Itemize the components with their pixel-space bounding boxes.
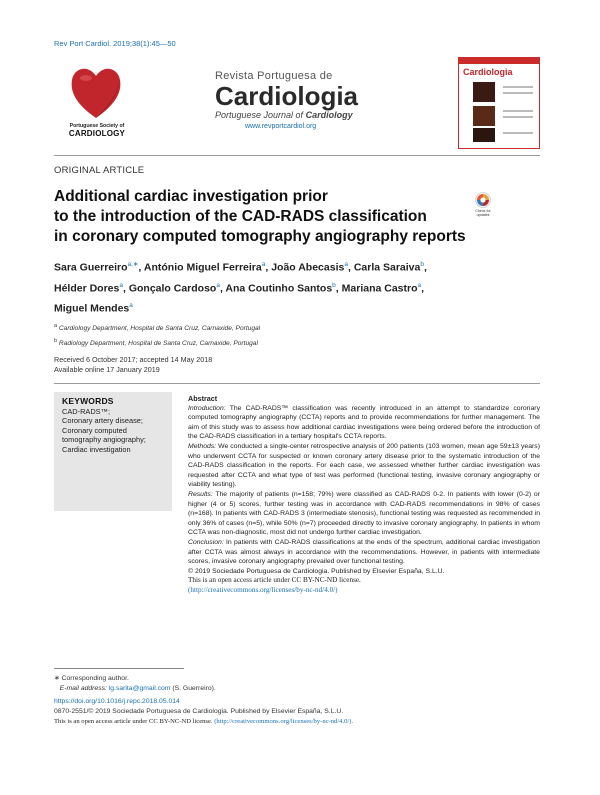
- online-date: Available online 17 January 2019: [54, 365, 160, 374]
- corresponding-label: ∗ Corresponding author.: [54, 675, 129, 682]
- affiliation: $^a$ Cardiology Department, Hospital de Santa Cruz, Carnaxide, Portugal: [54, 323, 261, 333]
- email-line: E-mail address: lg.sarita@gmail.com (S. Guerreiro).: [59, 684, 216, 692]
- received-date: Received 6 October 2017; accepted 14 May 2018: [54, 355, 213, 364]
- license-line: This is an open access article under CC BY-NC-ND license.: [188, 576, 361, 585]
- author-name: Ana Coutinho Santos: [225, 282, 333, 294]
- journal-citation[interactable]: Rev Port Cardiol. 2019;38(1):45—50: [54, 39, 176, 48]
- bottom-license: [54, 718, 353, 725]
- title-line: to the introduction of the CAD-RADS classification: [54, 208, 427, 225]
- keyword: Cardiac investigation: [62, 444, 131, 454]
- author-affiliation-mark[interactable]: b: [420, 261, 424, 268]
- cover-text-line: [503, 116, 533, 118]
- author-name: Miguel Mendes: [54, 302, 130, 315]
- dates-divider: [54, 383, 540, 384]
- abstract-section: Results: The majority of patients (n=158; 79%) were classified as CAD-RADS 0-2. In patients with lower (0-2) or higher (4 or 5) scores, further testing was in accordance with CAD-RADS recommendations in 98% of cases (n=168). In patients with CAD-RADS 3 (intermediate stenosis), functional testing was requested as recommended in only 36% of cases (n=5), while 50% (n=7) proceeded directly to invasive coronary angiography. In patients in whom CCTA was non-diagnostic, most did not undergo further cardiac investigation.: [188, 490, 540, 537]
- cover-top-band: [459, 58, 539, 64]
- check-for-updates-label: Check for updates: [475, 209, 491, 217]
- author-name: Hélder Dores: [54, 282, 120, 294]
- cover-image: [473, 128, 495, 142]
- author-name: Mariana Castro: [341, 282, 418, 294]
- cover-title: Cardiologia: [463, 67, 513, 77]
- author-affiliation-mark[interactable]: a: [129, 302, 133, 309]
- doi-link[interactable]: https://doi.org/10.1016/j.repc.2018.05.014: [54, 698, 180, 705]
- abstract-heading: Abstract: [188, 394, 218, 403]
- cover-text-line: [503, 110, 533, 112]
- masthead-title: Cardiologia: [215, 81, 359, 111]
- author-name: Carla Saraiva: [353, 261, 421, 274]
- cover-image: [473, 82, 495, 102]
- check-for-updates-icon: [470, 192, 496, 209]
- cover-text-line: [503, 92, 533, 94]
- copyright-line: © 2019 Sociedade Portuguesa de Cardiologia. Published by Elsevier España, S.L.U.: [188, 567, 445, 575]
- logo-caption: Portuguese Society of: [69, 123, 125, 129]
- bottom-license-text: This is an open access article under CC BY-NC-ND license.: [54, 718, 213, 725]
- article-type: ORIGINAL ARTICLE: [54, 165, 145, 176]
- author-affiliation-mark[interactable]: a: [261, 261, 266, 268]
- title-line: Additional cardiac investigation prior: [54, 188, 328, 205]
- author-affiliation-mark[interactable]: a,∗: [127, 261, 139, 268]
- author-affiliation-mark[interactable]: a: [417, 281, 422, 289]
- issn-line: 0870-2551/© 2019 Sociedade Portuguesa de Cardiologia. Published by Elsevier España, S.L.U.: [54, 708, 344, 715]
- abstract: [188, 394, 540, 595]
- author-affiliation-mark[interactable]: a: [344, 261, 348, 268]
- affiliations: [54, 320, 524, 350]
- header-divider: [54, 155, 540, 156]
- corresponding-author-footnote: [54, 674, 216, 693]
- email-link[interactable]: lg.sarita@gmail.com: [108, 684, 171, 692]
- logo-wordmark: CARDIOLOGY: [68, 129, 126, 138]
- cover-text-line: [503, 86, 533, 88]
- author-name: João Abecasis: [271, 261, 345, 274]
- author-affiliation-mark[interactable]: a: [119, 281, 123, 289]
- keyword: Coronary artery disease;: [62, 416, 143, 426]
- author-list: Sara Guerreiro$^{a,∗}$, António Miguel Ferreira$^a$, João Abecasis$^a$, Carla Saraiva$^b$, Hélder Dores$^a$, Gonçalo Cardoso$^a$, Ana Coutinho Santos$^b$, Mariana Castro$^a$, Miguel Mendes$^a$: [54, 261, 427, 315]
- keywords-box: [54, 392, 172, 511]
- heart-logo-icon: [66, 60, 126, 122]
- license-url-link[interactable]: (http://creativecommons.org/licenses/by-nc-nd/4.0/): [188, 585, 338, 594]
- author-affiliation-mark[interactable]: b: [332, 281, 336, 289]
- bottom-license-link[interactable]: (http://creativecommons.org/licenses/by-nc-nd/4.0/).: [214, 718, 354, 725]
- affiliation: $^b$ Radiology Department, Hospital de Santa Cruz, Carnaxide, Portugal: [54, 338, 258, 348]
- author-name: Sara Guerreiro: [54, 261, 128, 274]
- article-title: [54, 187, 464, 247]
- article-dates: [54, 355, 212, 375]
- title-line: in coronary computed tomography angiography reports: [54, 228, 466, 245]
- masthead-subtitle: Portuguese Journal of Cardiology: [215, 110, 353, 120]
- abstract-section: Conclusion: In patients with CAD-RADS classifications at the ends of the spectrum, additional cardiac investigation after CCTA was almost always in accordance with the recommendations. However, in patients with intermediate scores, invasive coronary angiography prevailed over functional testing.: [188, 538, 540, 566]
- author-affiliation-mark[interactable]: a: [216, 281, 220, 289]
- journal-cover-thumbnail[interactable]: [458, 57, 540, 149]
- abstract-section: Methods: We conducted a single-center retrospective analysis of 200 patients (103 women, mean age 59±13 years) who underwent CCTA for suspected or known coronary artery disease prior to the systematic introduction of the CAD-RADS classification in the reports. For each case, we assessed whether further cardiac investigation was requested after CCTA and what type of test was performed (functional testing, invasive coronary angiography or viability testing).: [188, 442, 540, 489]
- journal-masthead: [215, 70, 455, 130]
- keywords-heading: KEYWORDS: [62, 396, 114, 406]
- abstract-section: Introduction: The CAD-RADS™ classification was recently introduced in an attempt to standardize coronary computed tomography angiography (CCTA) reports and to provide recommendations for further management. The aim of this study was to assess how additional cardiac investigations were being ordered before the introduction of the CAD-RADS classification in a tertiary hospital's CCTA reports.: [188, 404, 540, 441]
- cover-image: [473, 106, 495, 126]
- author-name: António Miguel Ferreira: [143, 261, 262, 274]
- keyword: Coronary computed tomography angiography;: [62, 425, 146, 445]
- society-logo: [66, 60, 126, 140]
- keywords-list: [62, 407, 166, 454]
- journal-url-link[interactable]: www.revportcardiol.org: [245, 123, 317, 130]
- doi-block: [54, 697, 343, 717]
- cover-text-line: [503, 132, 533, 134]
- keyword: CAD-RADS™;: [62, 407, 111, 416]
- check-for-updates-button[interactable]: [470, 192, 496, 220]
- footnote-divider: [54, 668, 184, 669]
- author-name: Gonçalo Cardoso: [128, 282, 217, 294]
- masthead-supertitle: Revista Portuguesa de: [215, 70, 333, 82]
